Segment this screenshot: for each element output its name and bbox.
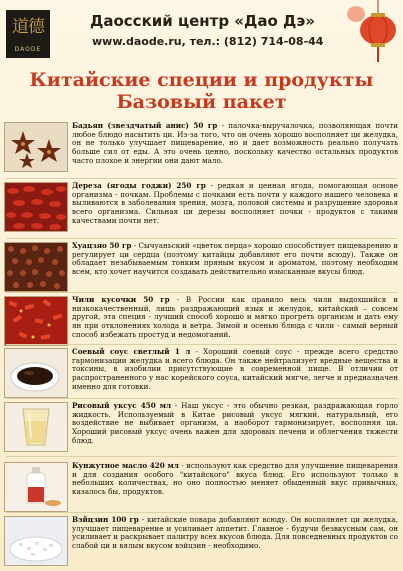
item-text: - палочка-выручалочка, позволяющая почти любое блюдо насытить ци. Из-за того, что он очень хорошо восполняет ци желудка, он не только улучшает пищеварение, но и дает возможность реально получать больше сил от еды. А это очень ценно, поскольку качество остальных продуктов часто плохое и энергии они дают мало.	[72, 121, 398, 165]
item-description	[72, 402, 398, 446]
soy-sauce-image	[4, 348, 68, 398]
list-item-star-anise	[4, 122, 400, 172]
item-text: - Хороший соевый соус - прежде всего средство гармонизации желудка и всего блюда. Он также нейтрализует вредные вещества и токсины, в изобилии присутствующие в современной пище. В отличии от распространенного у нас корейского соуса, китайский мягче, легче и предназначен именно для готовки.	[72, 347, 398, 391]
item-text: - Наш уксус - это обычно резкая, раздражающая горло жидкость. Используемый в Китае рисовый уксус мягкий, натуральный, его воздействие не выбивает организм, а наоборот гармонизирует, восполняя ци. Хороший рисовый уксус очень важен для здоровых печени и облегчения тяжести блюд.	[72, 401, 398, 445]
item-text: - используют как средство для улучшение пищеварения и для создания особого "китайского" вкуса блюд. Его используют только в небольших количествах, но оно полностью меняет обыденный вкус привычных, казалось бы, продуктов.	[72, 461, 398, 497]
item-name: Чили кусочки 50 гр	[72, 295, 170, 304]
item-text: - редкая и ценная ягода, помогающая основе организма - почкам. Проблемы с почками есть почти у каждого нашего человека и выливаются в заболевания зрения, мозга, половой системы и разрушение здоровья всего организма. Сильная ци дерезы восполняет почки - продуктов с такими качествами почти нет.	[72, 181, 398, 225]
item-description	[72, 182, 398, 226]
divider	[6, 456, 397, 457]
list-item-soy-sauce	[4, 348, 400, 398]
item-description	[72, 462, 398, 497]
divider	[6, 238, 397, 239]
divider	[6, 512, 397, 513]
header	[0, 0, 403, 66]
lantern-icon	[344, 0, 399, 66]
item-text: - китайские повара добавляют всюду. Он восполняет ци желудка, улучшает пищеварение и усиливает аппетит. Главное - будучи безвкусным сам, он усиливает и раскрывает палитру всех вкусов блюда. Для повседневных продуктов со слабой ци и вялым вкусом вэйцзин - необходимо.	[72, 515, 398, 551]
list-item-sesame-oil	[4, 462, 400, 510]
item-description	[72, 348, 398, 392]
item-name: Кунжутное масло 420 мл	[72, 461, 179, 470]
page-subtitle: Базовый пакет	[116, 91, 287, 113]
list-item-chili	[4, 296, 400, 346]
item-name: Бадьян (звездчатый анис) 50 гр	[72, 121, 218, 130]
item-name: Хуацзяо 50 гр	[72, 241, 132, 250]
contacts: www.daode.ru, тел.: (812) 714-08-44	[92, 35, 324, 48]
item-name: Дереза (ягоды годжи) 250 гр	[72, 181, 206, 190]
item-text: - В России как правило весь чили выдохшийся и низкокачественный, лишь раздражающий язык и желудок, китайский – совсем другой, эта специя - лучший способ хорошо и мягко прогреть организм и дать ему ян при отклонениях холода и ветра. Зимой и осенью блюда с чили - самый верный способ избежать простуд и недомоганий.	[72, 295, 398, 339]
divider	[6, 178, 397, 179]
item-description	[72, 296, 398, 340]
item-text: - Сычуаньский «цветок перца» хорошо способствует пищеварению и регулирует ци сердца (поэтому китайцы добавляют его почти всюду). Также он обладает незабываемым тонким пряным вкусом и ароматом, поэтому необходим всем, кто хочет научится создавать действительно изысканные вкусы блюд.	[72, 241, 398, 277]
divider	[6, 292, 397, 293]
sichuan-pepper-image	[4, 242, 68, 292]
item-description	[72, 516, 398, 551]
item-name: Рисовый уксус 450 мл	[72, 401, 172, 410]
logo-text: DAODE	[14, 46, 42, 53]
divider	[6, 398, 397, 399]
logo[interactable]	[6, 10, 50, 58]
rice-vinegar-image	[4, 402, 68, 452]
logo-glyphs: 道德	[12, 17, 44, 37]
page-title: Китайские специи и продукты	[29, 69, 374, 91]
item-name: Соевый соус светлый 1 л	[72, 347, 191, 356]
msg-crystals-image	[4, 516, 68, 566]
divider	[6, 344, 397, 345]
list-item-msg	[4, 516, 400, 566]
item-name: Вэйцзин 100 гр	[72, 515, 139, 524]
list-item-goji	[4, 182, 400, 232]
goji-berries-image	[4, 182, 68, 232]
org-name: Даосский центр «Дао Дэ»	[90, 12, 315, 30]
list-item-rice-vinegar	[4, 402, 400, 454]
star-anise-image	[4, 122, 68, 172]
item-description	[72, 122, 398, 166]
list-item-huajiao	[4, 242, 400, 292]
chili-flakes-image	[4, 296, 68, 346]
sesame-oil-image	[4, 462, 68, 512]
item-description	[72, 242, 398, 277]
